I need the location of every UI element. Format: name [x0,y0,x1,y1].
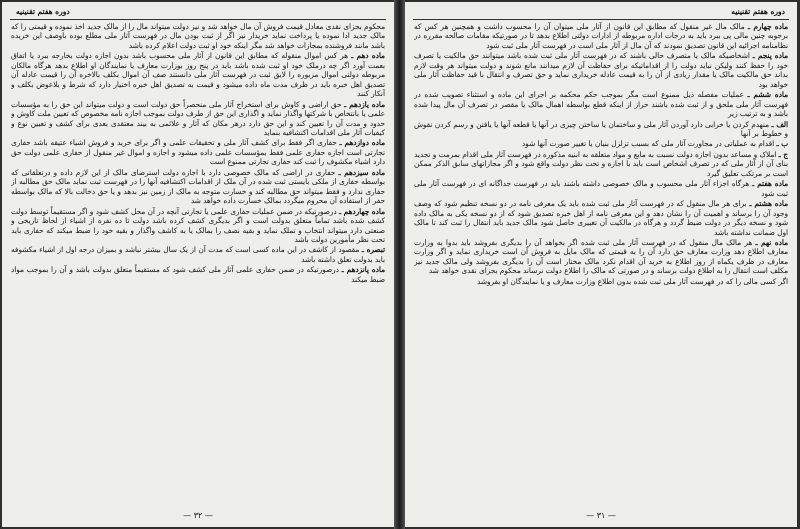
paragraph [11,22,385,50]
article-heading: ماده دهم ـ [351,51,385,61]
paragraph [414,22,788,50]
paragraph-text: مقصود از کاشف در این ماده کسی است که مدت آن از یک سال بیشتر نباشد و بمیزان درجه اول از اشیاء مکشوفه باید بدولت تعلق داشته باشد [11,245,385,264]
paragraph-text: برای هر مال منقول که در فهرست آثار ملی ثبت شده باید یک معرفی نامه در دو نسخه تنظیم شود که وصف وجود آن را برساند و اهمیت آن را نشان دهد و این معرفی نامه از اهل خبره تصدیق شود که از دو نسخه یکی به مالک داده شود و نسخه دیگر در دولت ضبط گردد و هرگاه در مالکیت آن تغییری حاصل شود مالک جدید باید انتقال را ثبت کند تا مالک اول ضمانت نداشته باشد [414,199,788,237]
paragraph-text: درصورتیکه در ضمن عملیات حفاری علمی یا تجارتی آنچه در آن محل کشف شود و اگر مستقیماً توسط دولت کشف شده باشد تماماً متعلق بدولت است و اگر بدیگری کشف کرده باشد دولت تا ده نفره از اشیاء از لحاظ تاریخی و صنعتی دارد میتواند انتخاب و تملک نماید و بقیه نصف را بمالک یا به کاشف واگذار و بقیه خود را ضبط میکند که حفاری باید تحت نظر مأمورین دولت باشد [11,206,385,244]
paragraph [414,90,788,118]
article-heading: تبصره ـ [361,245,385,255]
book-gutter [394,0,405,529]
paragraph-text: منهدم کردن یا خرابی دارد آوردن آثار ملی و ساختمان یا ساختن چیزی در آنها یا قطعه آنها یا یافتن و رسم کردن نقوش و خطوط بر آنها [414,119,788,138]
paragraph-text: اقدام به عملیاتی در مجاورت آثار ملی که بسبب تزلزل بنیان یا تغییر صورت آنها شود [521,139,775,149]
paragraph [11,207,385,245]
article-heading: ماده چهاردهم ـ [338,206,385,216]
article-heading: ماده یازدهم ـ [344,99,385,109]
paragraph-text: حق اراضی و کاوش برای استخراج آثار ملی منحصراً حق دولت است و دولت میتواند این حق را به مؤسسات علمی یا بانتخاص با شرکتها واگذار نماید و اگذاری این حق از طرف دولت بموجب اجازه نامه مخصوص که تعیین ملت کاوش و حدود و مدت آن را تعیین کند و این حق دارد درهر مکان که آثار و علائمی به بیند معتقدی بعدی برای کشف و تعیین نوع و کیفیات آثار ملی اقدامات اکتشافیه بنماید [11,99,385,137]
article-heading: ماده چهارم ـ [747,22,788,31]
article-heading: ماده پانزدهم ـ [341,265,385,275]
left-running-head: دوره هفتم تقنینیه [16,7,70,16]
paragraph [11,51,385,98]
left-page [2,2,394,527]
paragraph-text: اشخاصیکه مالک یا متصرف حالی باشند که در فهرست آثار ملی ثبت شده باشد میتوانند حق مالکیت یا تصرف خود را حفظ کنند ولیکن نباید دولت را از اقداماتیکه برای حفاظت آن لازم میدانند مانع شوند و دولت میتواند هر وقت لازم بداند حق مالکیت مالک یا مقدار زیادی از آن را به قیمت عادله خریداری نماید و حق تصرف و انتقال با قید حفاظت آثار ملی خواهد بود [414,51,788,89]
left-page-number: — ٣٢ — [183,511,213,520]
paragraph [11,100,385,138]
article-heading: الف ـ [771,119,788,129]
paragraph-text: مالک مال غیر منقول که مطابق این قانون از آثار ملی میتوان آن را محسوب داشت و همچنین هر کس که برجوبه چنین مالی پی ببرد باید به درجات اداره مربوطه از ادارات دولتی اطلاع بدهد تا در صورتیکه مقامات صالحه مقرره در نظامنامه اجرائیه این قانون تصدیق نمودند که آن مال از آثار ملی است در فهرست آثار ملی ثبت شود [414,22,788,50]
right-body-text [414,22,788,505]
paragraph [414,139,788,148]
paragraph [414,51,788,89]
paragraph [414,238,788,276]
paragraph [414,199,788,237]
article-heading: ماده هشتم ـ [749,199,788,209]
paragraph-text: هر مالک مال منقول که در فهرست آثار ملی ثبت شده اگر بخواهد آن را بدیگری بفروشد باید بدوا به وزارت معارف اطلاع دهد وزارت معارف حق دارد آن را به قیمتی که مالک مایل به فروش آن است خریداری نماید و اگر وزارت معارف در ظرف یکماه از روز اطلاع به خرید آن اقدام نکرد مالک مختار است آن را بدیگری بفروشد ولی مالک جدید نیز مکلف است انتقال را به اطلاع دولت برساند و در صورتی که مالک را اطلاع دولت نرساند محکوم بجزای نقدی خواهد شد [414,237,788,276]
paragraph [414,120,788,139]
article-heading: ماده سیزدهم ـ [338,167,385,177]
paragraph-text: حفاری اگر فقط برای کشف آثار ملی و تحقیقات علمی و اگر برای خرید و فروش اشیاء عتیقه باشد حفاری تجارتی است اجازه حفاری علمی فقط بمؤسسات علمی داده میشود و اجازه و اموال غیر منقول از حفاری علمی دولت حق دارد اشیاء مکشوف را ثبت کند حفاری تجارتی ممنوع است [11,138,385,167]
paragraph [414,150,788,178]
paragraph-text: اگر کسی مالی را که در فهرست آثار ملی ثبت شده بدون اطلاع وزارت معارف و یا نمایندگان او بفروشد [477,276,788,286]
article-heading: ج ـ [778,149,788,159]
paragraph-text: هر کس اموال منقوله که مطابق این قانون از آثار ملی محسوب باشد بدون اجازه دولت بخارجه ببرد یا اتفاق بعمت آورد اگر چه درملک خود او ثبت شده باشد باید در پنج روز بوزارت معارف یا نمایندگان او اطلاع بدهد هرگاه مالکان مربوطه دولتی اموال مزبوره را لایق ثبت در فهرست آثار ملی دانستند صف آن اموال بکلف بالاخره آن را قیمت عادله آن تصدیق اهل خبره باید در ظرف مدت ماه داده میشود و قیمت به تصدیق اهل خبره اختیار دارد که شرط و بلاعوض بکلف و آنکار کنند [11,51,385,99]
right-running-head: دوره هفتم تقنینیه [731,7,785,16]
paragraph [11,138,385,166]
paragraph-text: هرگاه اجزاء آثار ملی محسوب و مالک خصوصی داشته باشند باید در فهرست جداگانه ای در فهرست آثار ملی ثبت شود [414,179,788,198]
paragraph-text: املاک و مساعد بدون اجازه دولت نسبت به مایع و مواد متعلقه به ابنیه مذکوره در فهرست آثار ملی اقدام بمرمت و تجدید بنای آن از آثار ملی که در تصرف اشخاص است باید با اجازه و تحت نظر دولت واقع شود و اگر مجازاتهای سابق الذکر ممکن است بر مرتکب تعلیق گیرد [414,149,788,178]
right-page [405,2,797,527]
paragraph [11,168,385,206]
paragraph-text: درصورتیکه در ضمن حفاری علمی آثار ملی کشف شود که مستقیماً متعلق بدولت باشد و آن را بموجب مواد ضبط میکند [11,265,385,284]
paragraph [414,277,788,286]
paragraph-text: محکوم بجزای نقدی معادل قیمت فروش آن مال خواهد شد و نیز دولت میتواند مال را از مالک جدید اخذ نموده و قیمتی را که مالک جدید ادا نموده یا پرداخت نماید خریدار نیز اگر از ثبت بودن مال در فهرست آثار ملی مطلع بوده باوصف این خریده باشد مانند فروشنده بمجازات خواهد شد مگر اینکه خود او ثبت دولت اعلام کرده باشد [11,22,385,50]
paragraph [11,245,385,264]
left-header-rule [10,19,386,20]
article-heading: ب ـ [776,139,788,149]
paragraph [11,265,385,284]
article-heading: ماده دوازدهم ـ [339,138,385,148]
left-body-text [11,22,385,505]
paragraph [414,179,788,198]
paragraph-text: حفاری در اراضی که مالک خصوصی دارد با اجازه دولت استرضای مالک از این لازم داده و درتعلقاتی که بواسطه حفاری از ملکی بایستی ثبت شده در آن ملک از اقدامات اکتشافیه آنها را در فهرست ثبت نماید مالک حق مطالبه از حفاری ندارد و فقط میتواند حق مطالبه کند و خسارت متوجه به مالک از زمین نیز بدهد و یا حق دخالت بالا که مالک بواسطه حفر از استفاده آن محروم میگردد بمالک خسارت داده خواهد شد [11,167,385,206]
right-header-rule [413,19,789,20]
article-heading: ماده پنجم ـ [752,51,788,61]
paragraph-text: عملیات مفصله ذیل ممنوع است مگر بموجب حکم محکمه بر اجرای این ماده و استثناء تصویب شده در فهرست آثار ملی ملحق و از ثبت شده باشند حراز از اینکه قطع بواسطه اهمال مالک یا مقصر در تصرف آن مال پیدا شده باشد و به ترتیب زیر [414,90,788,119]
right-page-number: — ٣١ — [586,511,616,520]
article-heading: ماده هفتم ـ [752,179,788,189]
article-heading: ماده نهم ـ [755,237,788,247]
article-heading: ماده ششم ـ [747,90,788,100]
